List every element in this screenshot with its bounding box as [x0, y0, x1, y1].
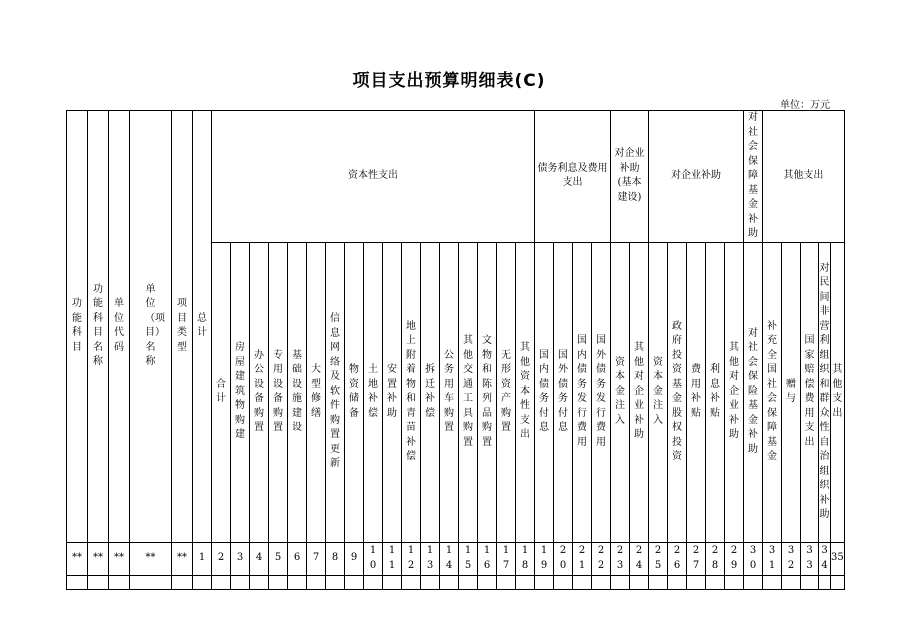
group-social-fund: 对社会保障基金补助: [748, 112, 758, 239]
index-cell: 33: [806, 545, 813, 571]
index-cell: 8: [326, 542, 345, 575]
index-cell: 3: [231, 542, 250, 575]
index-cell: 5: [269, 542, 288, 575]
col-header-23: 资本金注入: [615, 356, 625, 426]
col-header-28: 利息补贴: [710, 364, 720, 419]
index-cell: 31: [768, 545, 776, 571]
col-header-8: 信息网络及软件购置更新: [330, 313, 340, 470]
col-header-22: 国外债务发行费用: [596, 335, 606, 448]
header-total: 总计: [197, 312, 207, 339]
index-cell: 1: [193, 542, 212, 575]
empty-data-row: [67, 575, 845, 589]
col-header-19: 国内债务付息: [539, 349, 549, 433]
page-title: 项目支出预算明细表(C): [352, 71, 546, 91]
index-cell: 34: [821, 545, 828, 571]
col-header-32: 赠与: [786, 378, 796, 404]
index-cell: **: [177, 552, 187, 564]
col-header-25: 资本金注入: [653, 356, 663, 426]
unit-label: 单位：万元: [780, 100, 830, 111]
index-cell: 25: [654, 545, 662, 571]
header-unit-code: 单位代码: [114, 298, 124, 353]
index-cell: 28: [711, 545, 719, 571]
index-cell: 32: [787, 545, 795, 571]
col-header-18: 其他资本性支出: [520, 342, 530, 441]
index-cell: 9: [345, 542, 364, 575]
col-header-6: 基础设施建设: [292, 349, 302, 433]
col-header-29: 其他对企业补助: [729, 342, 739, 441]
index-cell: 11: [388, 545, 396, 571]
col-header-15: 其他交通工具购置: [463, 335, 473, 448]
col-header-34: 对民间非营利组织和群众性自治组织补助: [819, 262, 830, 520]
col-header-20: 国外债务付息: [558, 349, 568, 433]
index-cell: **: [93, 552, 103, 564]
index-row: [67, 542, 845, 575]
col-header-33: 国家赔偿费用支出: [804, 335, 815, 448]
index-cell: 16: [483, 545, 491, 571]
col-header-17: 无形资产购置: [501, 349, 511, 433]
index-cell: 19: [540, 545, 548, 571]
index-cell: 27: [692, 545, 700, 571]
index-cell: **: [114, 552, 124, 564]
group-enterprise-subsidy: 对企业补助: [649, 111, 744, 243]
group-other: 其他支出: [763, 111, 845, 243]
col-header-27: 费用补贴: [691, 364, 701, 419]
col-header-14: 公务用车购置: [444, 349, 454, 433]
index-cell: 18: [521, 545, 529, 571]
budget-table: [66, 110, 845, 590]
col-header-5: 专用设备购置: [273, 349, 283, 433]
index-cell: 23: [616, 545, 624, 571]
group-enterprise-subsidy-base: 对企业补助(基本建设): [614, 148, 645, 203]
index-cell: 17: [502, 545, 510, 571]
col-header-2: 合计: [216, 378, 226, 404]
col-header-21: 国内债务发行费用: [577, 335, 587, 448]
col-header-13: 拆迁补偿: [425, 364, 435, 419]
col-header-24: 其他对企业补助: [634, 342, 644, 441]
col-header-3: 房屋建筑物购建: [235, 342, 245, 441]
index-cell: 4: [250, 542, 269, 575]
index-cell: 14: [445, 545, 453, 571]
index-cell: **: [72, 552, 82, 564]
col-header-4: 办公设备购置: [254, 349, 264, 433]
col-header-12: 地上附着物和青苗补偿: [406, 320, 416, 462]
col-header-26: 政府投资基金股权投资: [672, 320, 682, 462]
group-header-row: [67, 111, 845, 243]
col-header-31: 补充全国社会保障基金: [767, 320, 777, 462]
index-cell: 13: [426, 545, 434, 571]
col-header-10: 土地补偿: [368, 364, 378, 419]
index-cell: 22: [597, 545, 605, 571]
group-capital: 资本性支出: [212, 111, 535, 243]
index-cell: **: [130, 542, 172, 575]
index-cell: 2: [212, 542, 231, 575]
index-cell: 30: [749, 545, 757, 571]
index-cell: 35: [831, 542, 845, 575]
col-header-30: 对社会保险基金补助: [748, 327, 758, 455]
index-cell: 24: [635, 545, 643, 571]
header-func-subject: 功能科目: [72, 298, 82, 353]
index-cell: 21: [578, 545, 586, 571]
col-header-11: 安置补助: [387, 364, 397, 419]
index-cell: 15: [464, 545, 472, 571]
index-cell: 6: [288, 542, 307, 575]
group-debt: 债务利息及费用支出: [537, 162, 608, 189]
col-header-35: 其他支出: [832, 364, 843, 419]
index-cell: 10: [369, 545, 377, 571]
header-project-type: 项目类型: [177, 298, 187, 353]
header-unit-project-name: 单位（项目）名称: [145, 283, 165, 368]
header-func-subject-name: 功能科目名称: [93, 283, 103, 368]
col-header-9: 物资储备: [349, 364, 359, 419]
col-header-7: 大型修缮: [311, 364, 321, 419]
index-cell: 20: [559, 545, 567, 571]
index-cell: 29: [730, 545, 738, 571]
index-cell: 12: [407, 545, 415, 571]
index-cell: 7: [307, 542, 326, 575]
col-header-16: 文物和陈列品购置: [482, 335, 492, 448]
index-cell: 26: [673, 545, 681, 571]
